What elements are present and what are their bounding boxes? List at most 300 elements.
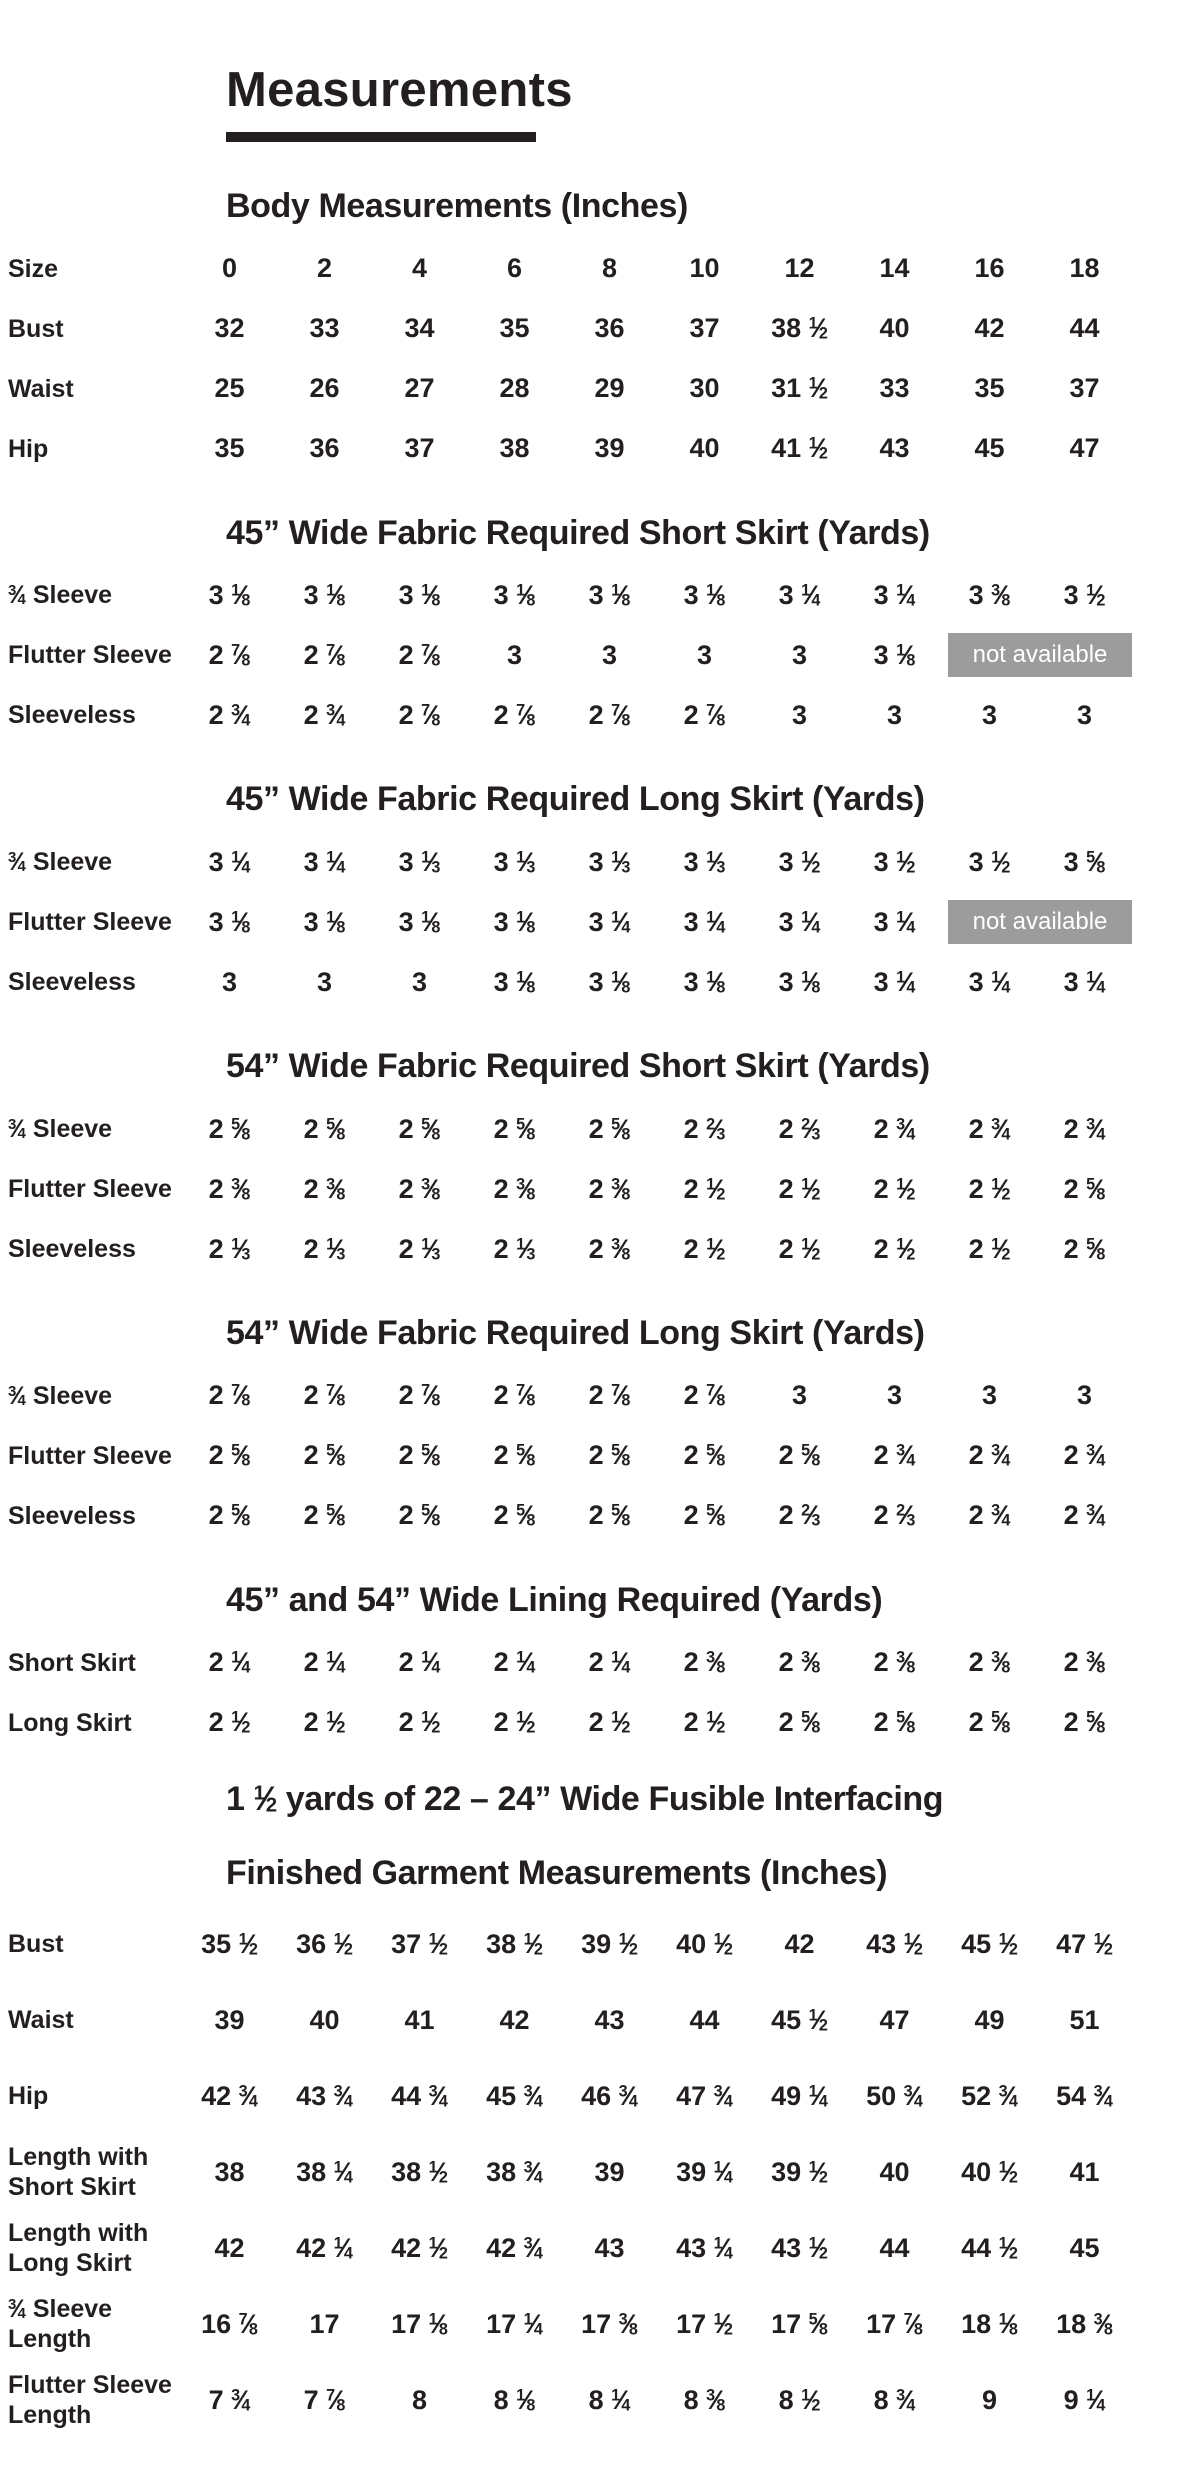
measurement-cell: 2 $^3$⁄4 <box>1063 1440 1106 1471</box>
measurement-cell: 3 $^3$⁄8 <box>968 579 1011 610</box>
measurement-cell: 38 $^1$⁄2 <box>771 313 828 344</box>
table-row-long-skirt <box>0 1693 1200 1753</box>
measurement-cell: 2 $^3$⁄4 <box>1063 1113 1106 1144</box>
measurement-cell: 2 $^7$⁄8 <box>588 699 631 730</box>
measurement-cell: 2 $^1$⁄4 <box>398 1647 441 1678</box>
measurement-cell: 45 $^1$⁄2 <box>961 1928 1018 1959</box>
measurement-cell: 3 $^1$⁄8 <box>398 906 441 937</box>
measurement-cell: 2 $^3$⁄8 <box>778 1647 821 1678</box>
measurement-cell: 18 <box>1069 253 1100 284</box>
measurement-cell: 3 $^1$⁄8 <box>493 906 536 937</box>
measurement-cell: 2 $^5$⁄8 <box>493 1113 536 1144</box>
measurement-cell: 29 <box>594 373 625 404</box>
measurement-cell: 8 $^3$⁄8 <box>683 2384 726 2415</box>
measurement-cell: 39 $^1$⁄2 <box>581 1928 638 1959</box>
measurement-cell: 2 $^1$⁄2 <box>683 1173 726 1204</box>
measurement-cell: 17 $^7$⁄8 <box>866 2308 923 2339</box>
measurement-cell: 3 $^1$⁄4 <box>778 579 821 610</box>
measurement-cell: 2 $^5$⁄8 <box>398 1113 441 1144</box>
measurement-cell: 3 <box>601 639 618 670</box>
row-label: $^3$⁄4 Sleeve <box>8 848 113 877</box>
measurement-cell: 35 <box>499 313 530 344</box>
table-row-waist <box>0 1982 1200 2058</box>
measurement-cell: 16 $^7$⁄8 <box>201 2308 258 2339</box>
measurement-cell: 42 $^3$⁄4 <box>486 2232 543 2263</box>
measurement-cell: 42 <box>214 2232 245 2263</box>
measurement-cell: 2 $^2$⁄3 <box>683 1113 726 1144</box>
measurement-cell: 2 $^3$⁄8 <box>588 1233 631 1264</box>
measurement-cell: 40 $^1$⁄2 <box>961 2156 1018 2187</box>
measurement-cell: 2 $^3$⁄8 <box>398 1173 441 1204</box>
measurement-cell: 47 <box>1069 433 1100 464</box>
measurement-cell: 42 $^1$⁄4 <box>296 2232 353 2263</box>
measurement-cell: 50 $^3$⁄4 <box>866 2080 923 2111</box>
measurement-cell: 46 $^3$⁄4 <box>581 2080 638 2111</box>
measurement-cell: 3 <box>791 1380 808 1411</box>
measurement-cell: 26 <box>309 373 340 404</box>
row-label: Sleeveless <box>8 968 136 997</box>
measurement-cell: 2 $^7$⁄8 <box>588 1380 631 1411</box>
measurement-cell: 3 <box>696 639 713 670</box>
measurement-cell: 9 $^1$⁄4 <box>1063 2384 1106 2415</box>
measurement-cell: 36 <box>594 313 625 344</box>
measurement-cell: 37 <box>1069 373 1100 404</box>
measurement-cell: 47 <box>879 2004 910 2035</box>
measurement-cell: 36 <box>309 433 340 464</box>
measurement-cell: 2 $^3$⁄4 <box>968 1500 1011 1531</box>
sections-container <box>0 186 1200 2438</box>
measurement-cell: 2 $^7$⁄8 <box>303 1380 346 1411</box>
measurement-cell: 2 $^5$⁄8 <box>1063 1233 1106 1264</box>
measurement-cell: 3 $^1$⁄3 <box>588 846 631 877</box>
measurement-cell: 3 $^1$⁄2 <box>1063 579 1106 610</box>
measurement-cell: 40 <box>879 313 910 344</box>
measurement-cell: 3 $^1$⁄3 <box>493 846 536 877</box>
measurement-cell: 37 $^1$⁄2 <box>391 1928 448 1959</box>
measurement-cell: 2 $^5$⁄8 <box>778 1707 821 1738</box>
measurement-cell: 43 <box>879 433 910 464</box>
row-label: Short Skirt <box>8 1648 136 1677</box>
measurement-cell: 43 $^1$⁄4 <box>676 2232 733 2263</box>
table-row-hip <box>0 2058 1200 2134</box>
page-title: Measurements <box>226 63 573 117</box>
measurement-cell: 8 $^1$⁄8 <box>493 2384 536 2415</box>
measurement-cell: 3 $^1$⁄4 <box>208 846 251 877</box>
measurement-cell: 2 $^3$⁄8 <box>683 1647 726 1678</box>
row-label: Sleeveless <box>8 1501 136 1530</box>
measurement-cell: 39 <box>594 433 625 464</box>
section-header: Body Measurements (Inches) <box>226 186 688 225</box>
measurement-cell: 3 <box>411 966 428 997</box>
measurement-cell: 18 $^1$⁄8 <box>961 2308 1018 2339</box>
measurement-cell: 3 $^1$⁄8 <box>683 579 726 610</box>
measurement-cell: 2 $^3$⁄8 <box>968 1647 1011 1678</box>
title-underline <box>226 132 536 142</box>
row-label: Length with Long Skirt <box>8 2219 149 2278</box>
table-row-sleeveless <box>0 1219 1200 1279</box>
table-row-hip <box>0 419 1200 479</box>
measurement-cell: 2 $^1$⁄4 <box>588 1647 631 1678</box>
section-header: 54” Wide Fabric Required Short Skirt (Yards) <box>226 1047 930 1086</box>
measurement-cell: 35 <box>974 373 1005 404</box>
measurement-cell: 2 $^7$⁄8 <box>493 1380 536 1411</box>
table-row-sleeveless <box>0 1486 1200 1546</box>
section-54-wide-fabric-required-long-skirt-yards <box>0 1313 1200 1546</box>
measurement-cell: 3 $^1$⁄8 <box>493 966 536 997</box>
measurement-cell: 2 $^7$⁄8 <box>493 699 536 730</box>
table-row-3-4-sleeve <box>0 832 1200 892</box>
measurement-cell: 3 $^1$⁄4 <box>873 966 916 997</box>
measurement-cell: 2 $^1$⁄3 <box>303 1233 346 1264</box>
measurement-cell: 2 $^5$⁄8 <box>493 1440 536 1471</box>
measurement-cell: 43 $^3$⁄4 <box>296 2080 353 2111</box>
measurement-cell: 2 $^1$⁄4 <box>303 1647 346 1678</box>
measurement-cell: 2 $^5$⁄8 <box>1063 1707 1106 1738</box>
row-label: Waist <box>8 374 74 403</box>
measurement-cell: 3 $^1$⁄4 <box>873 579 916 610</box>
measurement-cell: 42 <box>499 2004 530 2035</box>
measurement-cell: 2 $^1$⁄2 <box>968 1233 1011 1264</box>
measurement-cell: 0 <box>221 253 238 284</box>
measurement-cell: 7 $^7$⁄8 <box>303 2384 346 2415</box>
measurement-cell: 2 $^2$⁄3 <box>778 1113 821 1144</box>
measurement-cell: 40 <box>309 2004 340 2035</box>
measurement-cell: 2 $^7$⁄8 <box>683 699 726 730</box>
measurement-cell: 2 $^5$⁄8 <box>683 1440 726 1471</box>
table-row-3-4-sleeve-length <box>0 2286 1200 2362</box>
measurement-cell: 47 $^1$⁄2 <box>1056 1928 1113 1959</box>
table-row-size <box>0 239 1200 299</box>
measurement-cell: 42 <box>974 313 1005 344</box>
measurement-cell: 51 <box>1069 2004 1100 2035</box>
measurement-cell: 44 <box>1069 313 1100 344</box>
measurement-cell: 2 $^5$⁄8 <box>588 1113 631 1144</box>
measurement-cell: 10 <box>689 253 720 284</box>
measurement-cell: 38 <box>499 433 530 464</box>
measurement-cell: 8 $^1$⁄2 <box>778 2384 821 2415</box>
measurement-cell: 42 <box>784 1928 815 1959</box>
measurement-cell: 2 $^5$⁄8 <box>303 1500 346 1531</box>
measurement-cell: 2 $^1$⁄2 <box>968 1173 1011 1204</box>
measurement-cell: 8 $^3$⁄4 <box>873 2384 916 2415</box>
measurement-cell: 52 $^3$⁄4 <box>961 2080 1018 2111</box>
not-available-badge: not available <box>948 633 1132 677</box>
measurement-cell: 2 $^5$⁄8 <box>968 1707 1011 1738</box>
measurement-cell: 7 $^3$⁄4 <box>208 2384 251 2415</box>
measurement-cell: 44 <box>879 2232 910 2263</box>
row-label: Hip <box>8 434 49 463</box>
measurement-cell: 2 $^1$⁄2 <box>208 1707 251 1738</box>
measurement-cell: 3 $^1$⁄2 <box>778 846 821 877</box>
measurement-cell: 39 <box>214 2004 245 2035</box>
measurement-cell: 49 <box>974 2004 1005 2035</box>
measurement-cell: 3 $^1$⁄8 <box>873 639 916 670</box>
measurement-cell: 31 $^1$⁄2 <box>771 373 828 404</box>
row-label: Waist <box>8 2006 74 2035</box>
measurement-cell: 49 $^1$⁄4 <box>771 2080 828 2111</box>
section-header: 45” and 54” Wide Lining Required (Yards) <box>226 1580 883 1619</box>
table-row-sleeveless <box>0 685 1200 745</box>
measurement-cell: 17 $^1$⁄8 <box>391 2308 448 2339</box>
measurement-cell: 3 <box>506 639 523 670</box>
measurement-cell: 3 $^1$⁄3 <box>683 846 726 877</box>
measurement-cell: 3 <box>791 699 808 730</box>
measurement-cell: 2 $^1$⁄3 <box>493 1233 536 1264</box>
measurement-cell: 2 $^1$⁄4 <box>493 1647 536 1678</box>
row-label: $^3$⁄4 Sleeve Length <box>8 2295 113 2354</box>
measurement-cell: 3 $^1$⁄8 <box>588 966 631 997</box>
measurement-cell: 3 $^1$⁄4 <box>873 906 916 937</box>
measurement-cell: 17 <box>309 2308 340 2339</box>
table-row-3-4-sleeve <box>0 565 1200 625</box>
measurement-cell: 3 $^1$⁄8 <box>683 966 726 997</box>
measurement-cell: 2 $^7$⁄8 <box>303 639 346 670</box>
row-label: Bust <box>8 1930 64 1959</box>
measurement-cell: 40 <box>879 2156 910 2187</box>
row-label: Bust <box>8 314 64 343</box>
measurement-cell: 2 $^5$⁄8 <box>493 1500 536 1531</box>
section-finished-garment-measurements-inches <box>0 1853 1200 2438</box>
measurement-cell: 33 <box>879 373 910 404</box>
measurement-cell: 38 $^1$⁄2 <box>391 2156 448 2187</box>
measurement-cell: 2 $^3$⁄4 <box>968 1113 1011 1144</box>
measurement-cell: 2 $^1$⁄2 <box>303 1707 346 1738</box>
measurement-cell: 39 <box>594 2156 625 2187</box>
measurement-cell: 2 $^7$⁄8 <box>398 1380 441 1411</box>
measurement-cell: 3 <box>1076 1380 1093 1411</box>
table-row-3-4-sleeve <box>0 1099 1200 1159</box>
measurement-cell: 3 <box>221 966 238 997</box>
measurement-cell: 32 <box>214 313 245 344</box>
measurement-cell: 34 <box>404 313 435 344</box>
row-label: $^3$⁄4 Sleeve <box>8 1381 113 1410</box>
measurement-cell: 3 <box>1076 699 1093 730</box>
measurement-cell: 45 <box>1069 2232 1100 2263</box>
measurement-cell: 3 <box>981 1380 998 1411</box>
row-label: Length with Short Skirt <box>8 2143 149 2202</box>
measurement-cell: 37 <box>404 433 435 464</box>
measurement-cell: 2 $^2$⁄3 <box>778 1500 821 1531</box>
measurement-cell: 2 $^3$⁄8 <box>1063 1647 1106 1678</box>
row-label: $^3$⁄4 Sleeve <box>8 581 113 610</box>
measurement-cell: 39 $^1$⁄2 <box>771 2156 828 2187</box>
measurement-cell: 39 $^1$⁄4 <box>676 2156 733 2187</box>
measurement-cell: 2 $^7$⁄8 <box>208 1380 251 1411</box>
measurement-cell: 2 $^5$⁄8 <box>778 1440 821 1471</box>
measurement-cell: 14 <box>879 253 910 284</box>
measurement-cell: 35 $^1$⁄2 <box>201 1928 258 1959</box>
measurement-cell: 2 $^2$⁄3 <box>873 1500 916 1531</box>
measurement-cell: 3 $^1$⁄8 <box>778 966 821 997</box>
table-row-flutter-sleeve <box>0 1426 1200 1486</box>
measurement-cell: 2 $^3$⁄8 <box>493 1173 536 1204</box>
measurement-cell: 3 $^5$⁄8 <box>1063 846 1106 877</box>
table-row-flutter-sleeve <box>0 1159 1200 1219</box>
measurement-cell: 2 $^5$⁄8 <box>208 1500 251 1531</box>
measurement-cell: 3 $^1$⁄8 <box>588 579 631 610</box>
measurement-cell: 2 $^1$⁄4 <box>208 1647 251 1678</box>
measurement-cell: 3 <box>791 639 808 670</box>
measurement-cell: 2 $^1$⁄2 <box>398 1707 441 1738</box>
measurement-cell: 2 $^5$⁄8 <box>208 1440 251 1471</box>
measurement-cell: 3 $^1$⁄8 <box>303 579 346 610</box>
measurement-cell: 2 $^3$⁄8 <box>208 1173 251 1204</box>
measurement-cell: 2 $^5$⁄8 <box>398 1500 441 1531</box>
measurement-cell: 3 $^1$⁄8 <box>398 579 441 610</box>
section-header: Finished Garment Measurements (Inches) <box>226 1854 888 1893</box>
measurement-cell: 27 <box>404 373 435 404</box>
table-row-bust <box>0 299 1200 359</box>
row-label: $^3$⁄4 Sleeve <box>8 1115 113 1144</box>
measurement-cell: 2 $^5$⁄8 <box>1063 1173 1106 1204</box>
measurement-cell: 16 <box>974 253 1005 284</box>
section-45-and-54-wide-lining-required-yards <box>0 1580 1200 1753</box>
section-header: 45” Wide Fabric Required Long Skirt (Yards) <box>226 780 925 819</box>
measurement-cell: 2 $^3$⁄4 <box>873 1113 916 1144</box>
section-header: 54” Wide Fabric Required Long Skirt (Yards) <box>226 1314 925 1353</box>
measurement-cell: 40 <box>689 433 720 464</box>
measurement-cell: 43 $^1$⁄2 <box>866 1928 923 1959</box>
measurement-cell: 2 $^7$⁄8 <box>208 639 251 670</box>
table-row-short-skirt <box>0 1633 1200 1693</box>
measurement-cell: 38 $^3$⁄4 <box>486 2156 543 2187</box>
measurement-cell: 17 $^5$⁄8 <box>771 2308 828 2339</box>
measurement-cell: 2 $^1$⁄2 <box>493 1707 536 1738</box>
measurement-cell: 36 $^1$⁄2 <box>296 1928 353 1959</box>
measurement-cell: 44 $^1$⁄2 <box>961 2232 1018 2263</box>
section-45-wide-fabric-required-short-skirt-yards <box>0 513 1200 746</box>
row-label: Size <box>8 254 59 283</box>
measurement-cell: 3 $^1$⁄2 <box>968 846 1011 877</box>
measurement-cell: 45 <box>974 433 1005 464</box>
measurement-cell: 44 <box>689 2004 720 2035</box>
measurement-cell: 37 <box>689 313 720 344</box>
not-available-badge: not available <box>948 900 1132 944</box>
table-row-bust <box>0 1906 1200 1982</box>
measurement-cell: 3 $^1$⁄3 <box>398 846 441 877</box>
measurement-cell: 2 $^7$⁄8 <box>398 639 441 670</box>
table-row-sleeveless <box>0 952 1200 1012</box>
measurement-cell: 2 $^1$⁄2 <box>588 1707 631 1738</box>
measurement-cell: 3 $^1$⁄4 <box>303 846 346 877</box>
section-body-measurements-inches <box>0 186 1200 479</box>
row-label: Flutter Sleeve <box>8 908 172 937</box>
measurement-cell: 2 $^1$⁄2 <box>778 1233 821 1264</box>
measurement-cell: 3 $^1$⁄2 <box>873 846 916 877</box>
row-label: Sleeveless <box>8 701 136 730</box>
measurement-cell: 2 $^5$⁄8 <box>683 1500 726 1531</box>
measurement-cell: 2 $^5$⁄8 <box>303 1440 346 1471</box>
measurement-cell: 2 $^5$⁄8 <box>588 1500 631 1531</box>
table-row-length-with-short-skirt <box>0 2134 1200 2210</box>
measurement-cell: 17 $^1$⁄2 <box>676 2308 733 2339</box>
measurement-cell: 2 $^5$⁄8 <box>873 1707 916 1738</box>
section-header: 45” Wide Fabric Required Short Skirt (Yards) <box>226 513 930 552</box>
measurement-cell: 38 <box>214 2156 245 2187</box>
measurement-cell: 2 $^1$⁄3 <box>208 1233 251 1264</box>
measurement-cell: 3 $^1$⁄4 <box>1063 966 1106 997</box>
measurement-cell: 44 $^3$⁄4 <box>391 2080 448 2111</box>
measurement-cell: 45 $^3$⁄4 <box>486 2080 543 2111</box>
measurement-cell: 43 $^1$⁄2 <box>771 2232 828 2263</box>
measurement-cell: 2 <box>316 253 333 284</box>
measurement-cell: 43 <box>594 2232 625 2263</box>
measurement-cell: 2 $^3$⁄8 <box>303 1173 346 1204</box>
measurement-cell: 2 $^1$⁄2 <box>683 1233 726 1264</box>
measurement-cell: 35 <box>214 433 245 464</box>
measurement-cell: 2 $^3$⁄8 <box>588 1173 631 1204</box>
measurement-cell: 3 $^1$⁄8 <box>208 906 251 937</box>
measurement-cell: 3 $^1$⁄8 <box>493 579 536 610</box>
measurement-cell: 2 $^5$⁄8 <box>398 1440 441 1471</box>
measurement-cell: 47 $^3$⁄4 <box>676 2080 733 2111</box>
row-label: Flutter Sleeve Length <box>8 2371 172 2430</box>
section-45-wide-fabric-required-long-skirt-yards <box>0 779 1200 1012</box>
measurement-cell: 2 $^5$⁄8 <box>303 1113 346 1144</box>
measurement-cell: 28 <box>499 373 530 404</box>
measurement-cell: 2 $^7$⁄8 <box>683 1380 726 1411</box>
measurement-cell: 40 $^1$⁄2 <box>676 1928 733 1959</box>
row-label: Hip <box>8 2082 49 2111</box>
measurement-cell: 3 $^1$⁄8 <box>303 906 346 937</box>
measurement-cell: 3 <box>886 699 903 730</box>
measurement-cell: 45 $^1$⁄2 <box>771 2004 828 2035</box>
measurement-cell: 18 $^3$⁄8 <box>1056 2308 1113 2339</box>
measurement-cell: 2 $^3$⁄4 <box>873 1440 916 1471</box>
measurement-cell: 9 <box>981 2384 998 2415</box>
measurement-cell: 38 $^1$⁄4 <box>296 2156 353 2187</box>
table-row-length-with-long-skirt <box>0 2210 1200 2286</box>
measurement-cell: 2 $^1$⁄2 <box>778 1173 821 1204</box>
measurement-cell: 43 <box>594 2004 625 2035</box>
measurement-cell: 8 <box>601 253 618 284</box>
measurement-cell: 42 $^3$⁄4 <box>201 2080 258 2111</box>
measurement-cell: 54 $^3$⁄4 <box>1056 2080 1113 2111</box>
row-label: Flutter Sleeve <box>8 1175 172 1204</box>
table-row-waist <box>0 359 1200 419</box>
interfacing-note: 1 $^1$⁄2 yards of 22 – 24” Wide Fusible Interfacing <box>226 1779 944 1818</box>
measurement-cell: 30 <box>689 373 720 404</box>
table-row-flutter-sleeve-length <box>0 2362 1200 2438</box>
row-label: Flutter Sleeve <box>8 641 172 670</box>
measurement-cell: 2 $^3$⁄4 <box>1063 1500 1106 1531</box>
measurement-cell: 2 $^3$⁄4 <box>968 1440 1011 1471</box>
table-row-flutter-sleeve <box>0 892 1200 952</box>
measurement-cell: 3 <box>981 699 998 730</box>
measurement-cell: 25 <box>214 373 245 404</box>
measurement-cell: 17 $^3$⁄8 <box>581 2308 638 2339</box>
measurement-cell: 17 $^1$⁄4 <box>486 2308 543 2339</box>
measurement-cell: 8 <box>411 2384 428 2415</box>
measurement-cell: 38 $^1$⁄2 <box>486 1928 543 1959</box>
measurement-cell: 2 $^3$⁄4 <box>303 699 346 730</box>
measurement-cell: 2 $^5$⁄8 <box>208 1113 251 1144</box>
measurement-cell: 3 $^1$⁄4 <box>968 966 1011 997</box>
measurement-cell: 3 $^1$⁄4 <box>588 906 631 937</box>
measurement-cell: 2 $^1$⁄3 <box>398 1233 441 1264</box>
measurement-cell: 3 $^1$⁄4 <box>778 906 821 937</box>
measurement-cell: 41 <box>1069 2156 1100 2187</box>
measurement-cell: 2 $^1$⁄2 <box>873 1233 916 1264</box>
measurement-cell: 2 $^3$⁄4 <box>208 699 251 730</box>
measurement-cell: 41 <box>404 2004 435 2035</box>
row-label: Sleeveless <box>8 1235 136 1264</box>
measurement-cell: 3 $^1$⁄4 <box>683 906 726 937</box>
measurement-cell: 41 $^1$⁄2 <box>771 433 828 464</box>
measurement-cell: 2 $^1$⁄2 <box>873 1173 916 1204</box>
measurement-cell: 3 $^1$⁄8 <box>208 579 251 610</box>
measurement-cell: 6 <box>506 253 523 284</box>
